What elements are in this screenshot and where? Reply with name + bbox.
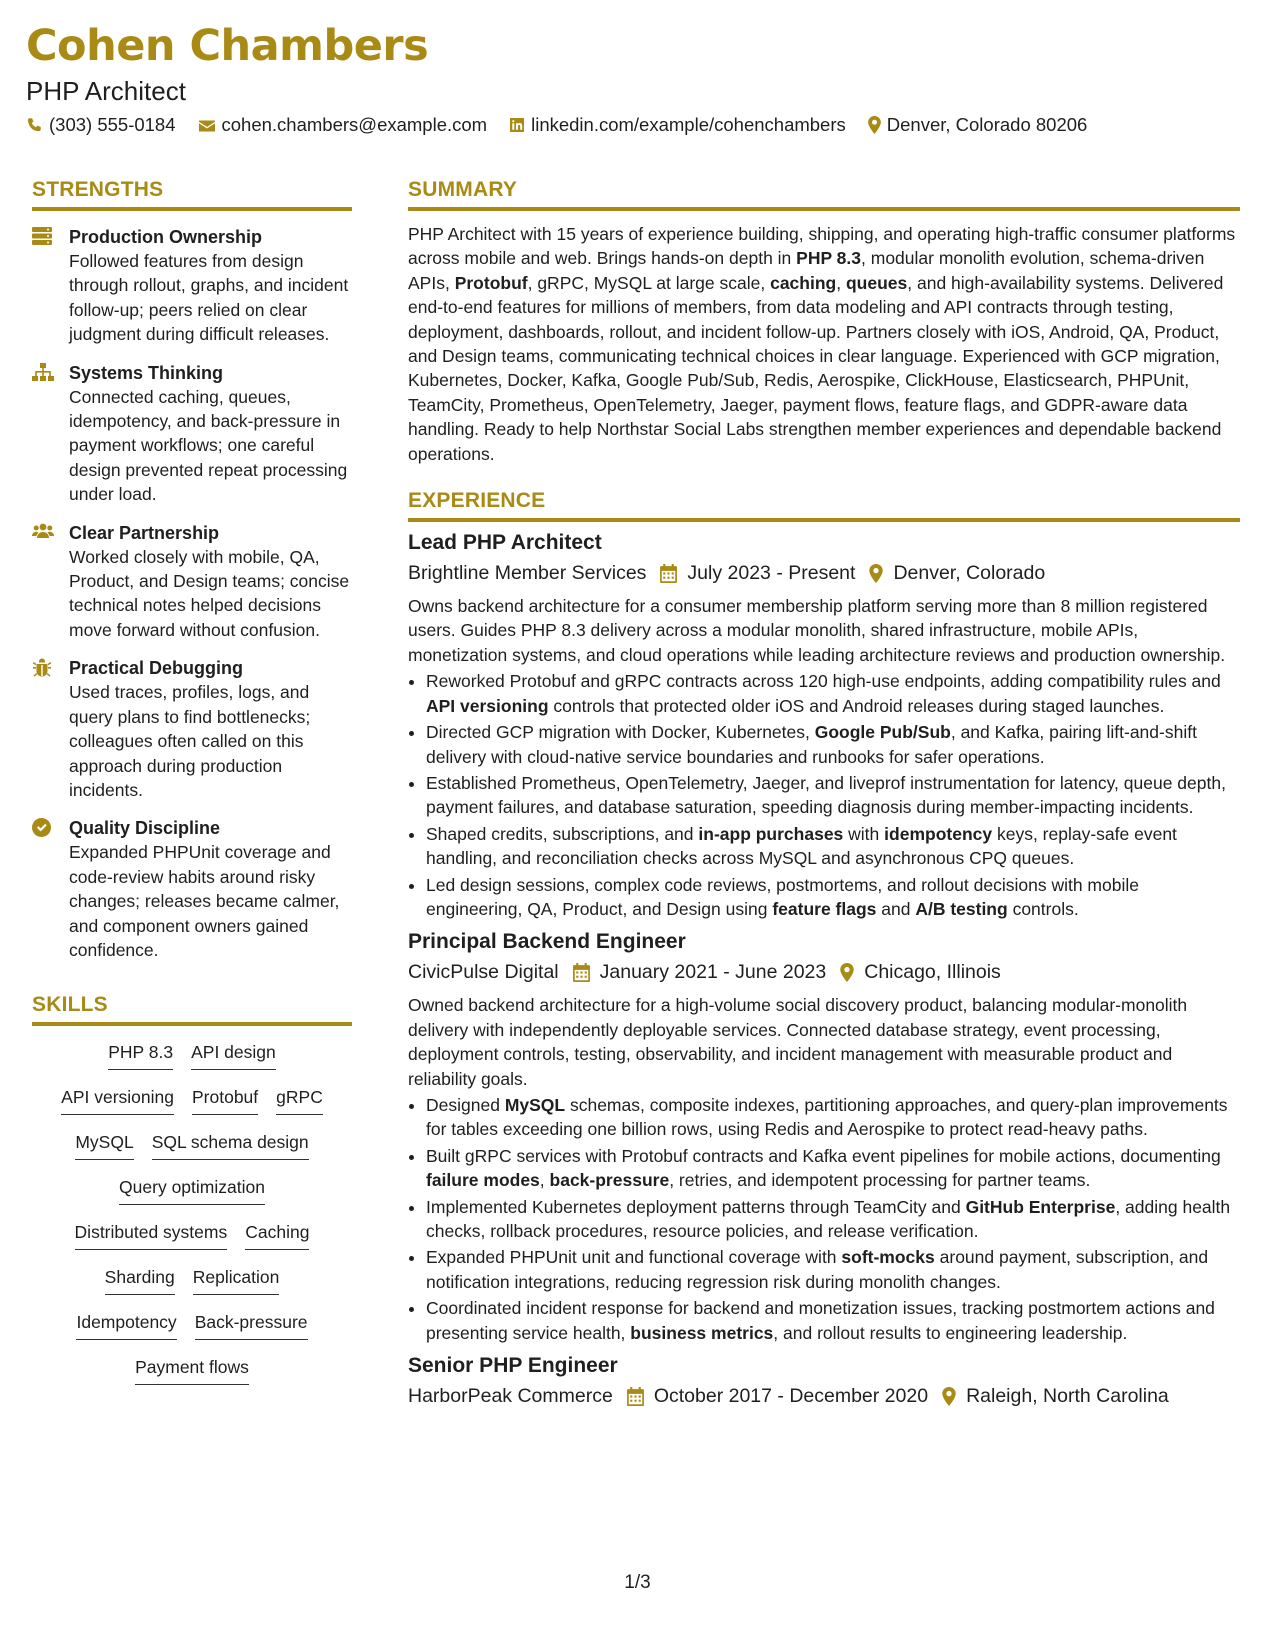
map-marker-icon [868,116,881,134]
bullet-item [426,1245,1240,1294]
experience-list [408,528,1240,1411]
job-title: Senior PHP Engineer [408,1354,618,1378]
job-entry [408,1351,1240,1411]
job-meta [408,1381,1240,1411]
candidate-role: PHP Architect [26,76,186,106]
job-dates [627,1381,928,1411]
strength-text: Expanded PHPUnit coverage and code-review habits around risky changes; releases became calmer, and component owners gained confidence. [69,842,340,960]
text-run: keys, replay-safe event handling, and reconciliation checks across MySQL and asynchronous CPQ queues. [426,823,1177,869]
strength-title: Production Ownership [69,227,263,247]
server-icon [32,227,52,245]
bold-text: Google Pub/Sub [814,722,951,743]
job-location [869,558,1045,588]
skill-tag: Distributed systems [75,1220,228,1250]
strength-text: Worked closely with mobile, QA, Product, and Design teams; concise technical notes helped decisions move forward without confusion. [69,546,350,640]
text-run: , [539,1170,550,1191]
bullet-item [426,1093,1240,1142]
envelope-icon [198,118,216,133]
email-text: cohen.chambers@example.com [221,114,488,135]
job-dates [573,957,827,987]
map-marker-icon [869,564,883,583]
text-run: Reworked Protobuf and gRPC contracts across 120 high-use endpoints, adding compatibility rules and [426,671,1221,692]
skill-tag: Sharding [105,1265,175,1295]
skill-tag: Back-pressure [195,1310,308,1340]
text-run: Directed GCP migration with Docker, Kubernetes, [426,722,815,743]
text-run: Led design sessions, complex code reviews, postmortems, and rollout decisions with mobile engineering, QA, Product, and Design using [426,874,1139,919]
bold-text: MySQL [504,1094,566,1115]
skill-tag: Query optimization [119,1175,265,1205]
strength-title: Systems Thinking [69,362,224,383]
map-marker-icon [942,1387,956,1406]
job-title: Principal Backend Engineer [408,930,686,954]
page-number: 1/3 [624,1572,651,1593]
contact-email[interactable] [198,113,488,137]
text-run: around payment, subscription, and notification integrations, reducing regression risk during monolith changes. [426,1247,1209,1292]
job-location-text: Raleigh, North Carolina [966,1385,1169,1408]
skill-tag: Idempotency [76,1310,176,1340]
strength-text: Followed features from design through rollout, graphs, and incident follow-up; peers relied on clear judgment during difficult releases. [69,251,349,345]
skill-tag: API versioning [61,1085,174,1115]
job-dates-text: October 2017 - December 2020 [653,1385,929,1408]
bold-text: A/B testing [915,898,1008,919]
job-location-text: Denver, Colorado [893,562,1046,585]
job-company: HarborPeak Commerce [408,1385,613,1408]
job-company: CivicPulse Digital [408,961,559,984]
experience-heading: EXPERIENCE [408,484,1240,522]
linkedin-text: linkedin.com/example/cohenchambers [531,114,846,135]
bold-text: in-app purchases [698,823,844,844]
bug-icon [32,658,52,678]
text-run: , and rollout results to engineering leadership. [773,1322,1128,1343]
contact-phone[interactable] [26,113,176,137]
bullet-item [426,873,1240,922]
job-entry [408,927,1240,1345]
bold-text: business metrics [630,1322,774,1343]
bold-text: idempotency [884,823,993,844]
job-location-text: Chicago, Illinois [864,961,1001,984]
calendar-icon [660,564,677,583]
skill-row [32,1175,352,1205]
linkedin-icon [509,117,525,133]
strength-item [32,521,352,643]
text-run: Implemented Kubernetes deployment patterns through TeamCity and [426,1196,966,1217]
text-run: , retries, and idempotent processing for partner teams. [669,1170,1091,1191]
contact-bar [26,113,1109,137]
skill-row [32,1040,352,1070]
job-company: Brightline Member Services [408,562,647,585]
job-location [840,957,1001,987]
location-text: Denver, Colorado 80206 [886,114,1088,135]
skill-tag: Protobuf [192,1085,258,1115]
map-marker-icon [840,963,854,982]
bullet-item [426,822,1240,871]
bold-text: caching [770,272,837,293]
skill-tag: gRPC [276,1085,323,1115]
skill-row [32,1265,352,1295]
bold-text: Protobuf [454,272,528,293]
strength-item [32,656,352,802]
job-description: Owned backend architecture for a high-volume social discovery product, balancing modular-monolith delivery with independently deployable services. Connected database strategy, event processing, deployment controls, testing, observability, and incident management with measurable product and reliability goals. [408,995,1188,1089]
strength-title: Quality Discipline [69,818,221,839]
phone-icon [26,117,43,134]
users-icon [32,523,54,539]
summary-text [408,222,1240,466]
job-bullets [408,669,1240,921]
skills-list [32,1040,352,1385]
skill-row [32,1220,352,1250]
bold-text: PHP 8.3 [796,248,862,269]
job-meta [408,957,1240,987]
skill-tag: PHP 8.3 [108,1040,173,1070]
job-description: Owns backend architecture for a consumer membership platform serving more than 8 million registered users. Guides PHP 8.3 delivery across a modular monolith, shared infrastructure, mobile APIs, monetization systems, and cloud operations while leading architecture reviews and production ownership. [408,596,1226,665]
bullet-item [426,669,1240,718]
job-title: Lead PHP Architect [408,531,602,555]
text-run: Designed [426,1094,505,1115]
bullet-item [426,1195,1240,1244]
text-run: controls that protected older iOS and Android releases during staged launches. [548,695,1165,716]
skill-row [32,1310,352,1340]
text-run: , and high-availability systems. Delivered end-to-end features for millions of members, from data modeling and API contracts through testing, deployment, dashboards, rollout, and incident follow-up. Partners closely with iOS, Android, QA, Product, and Design teams, communicating technical choices in clear language. Experienced with GCP migration, Kubernetes, Docker, Kafka, Google Pub/Sub, Redis, Aerospike, ClickHouse, Elasticsearch, PHPUnit, TeamCity, Prometheus, OpenTelemetry, Jaeger, payment flows, feature flags, and GDPR-aware data handling. Ready to help Northstar Social Labs strengthen member experiences and dependable backend operations. [408,272,1224,464]
bullet-item [426,720,1240,769]
contact-location [868,113,1088,137]
contact-linkedin[interactable] [509,113,846,137]
text-run: schemas, composite indexes, partitioning approaches, and query-plan improvements for tables exceeding one billion rows, using Redis and Aerospike to protect read-heavy paths. [426,1094,1228,1140]
text-run: , [836,272,846,293]
strength-title: Clear Partnership [69,522,220,543]
text-run: Shaped credits, subscriptions, and [426,823,699,844]
bold-text: API versioning [426,695,549,716]
job-bullets [408,1093,1240,1345]
job-location [942,1381,1169,1411]
calendar-icon [573,963,590,982]
text-run: , gRPC, MySQL at large scale, [527,272,771,293]
skill-row [32,1130,352,1160]
job-dates [660,558,855,588]
strength-item [32,816,352,962]
text-run: Expanded PHPUnit unit and functional coverage with [426,1247,842,1268]
text-run: Coordinated incident response for backend and monetization issues, tracking postmortem actions and presenting service health, [426,1298,1215,1343]
text-run: , modular monolith evolution, schema-driven APIs, [408,248,1205,293]
candidate-name: Cohen Chambers [26,21,429,71]
text-run: controls. [1007,898,1079,919]
calendar-icon [627,1387,644,1406]
skills-heading: SKILLS [32,988,352,1026]
text-run: Established Prometheus, OpenTelemetry, Jaeger, and liveprof instrumentation for latency, queue depth, payment failures, and database saturation, speeding diagnosis during member-impacting incidents. [426,772,1226,818]
skill-tag: Payment flows [135,1355,249,1385]
bullet-item [426,1296,1240,1345]
bold-text: feature flags [772,898,877,919]
strength-item [32,225,352,347]
right-column [408,173,1240,1411]
skill-row [32,1085,352,1115]
left-column [32,173,352,1400]
skill-tag: API design [191,1040,276,1070]
job-dates-text: July 2023 - Present [687,562,856,585]
sitemap-icon [32,363,54,381]
summary-heading: SUMMARY [408,173,1240,211]
text-run: , and Kafka, pairing lift-and-shift delivery with cloud-native service boundaries and runbooks for safer operations. [426,722,1197,767]
text-run: and [876,898,916,919]
strength-text: Used traces, profiles, logs, and query plans to find bottlenecks; colleagues often called on this approach during production incidents. [69,682,311,800]
job-meta [408,558,1240,588]
text-run: with [843,823,885,844]
strengths-heading: STRENGTHS [32,173,352,211]
check-circle-icon [32,818,51,837]
bold-text: failure modes [426,1170,540,1191]
skill-tag: Replication [193,1265,280,1295]
job-entry [408,528,1240,921]
skill-row [32,1355,352,1385]
text-run: Built gRPC services with Protobuf contracts and Kafka event pipelines for mobile actions, documenting [426,1145,1221,1166]
phone-text: (303) 555-0184 [49,114,176,135]
strength-item [32,361,352,507]
bold-text: soft-mocks [841,1247,935,1268]
job-dates-text: January 2021 - June 2023 [599,961,827,984]
skill-tag: MySQL [75,1130,133,1160]
skill-tag: Caching [245,1220,309,1250]
bold-text: GitHub Enterprise [965,1196,1116,1217]
bullet-item [426,1144,1240,1193]
strength-text: Connected caching, queues, idempotency, and back-pressure in payment workflows; one careful design prevented repeat processing under load. [69,386,348,505]
strength-title: Practical Debugging [69,658,244,679]
text-run: PHP Architect with 15 years of experience building, shipping, and operating high-traffic consumer platforms across mobile and web. Brings hands-on depth in [408,224,1236,269]
bullet-item [426,771,1240,820]
bold-text: queues [845,272,908,293]
text-run: , adding health checks, rollback procedures, resource policies, and release verification. [426,1196,1231,1241]
bold-text: back-pressure [549,1170,670,1191]
skill-tag: SQL schema design [152,1130,309,1160]
